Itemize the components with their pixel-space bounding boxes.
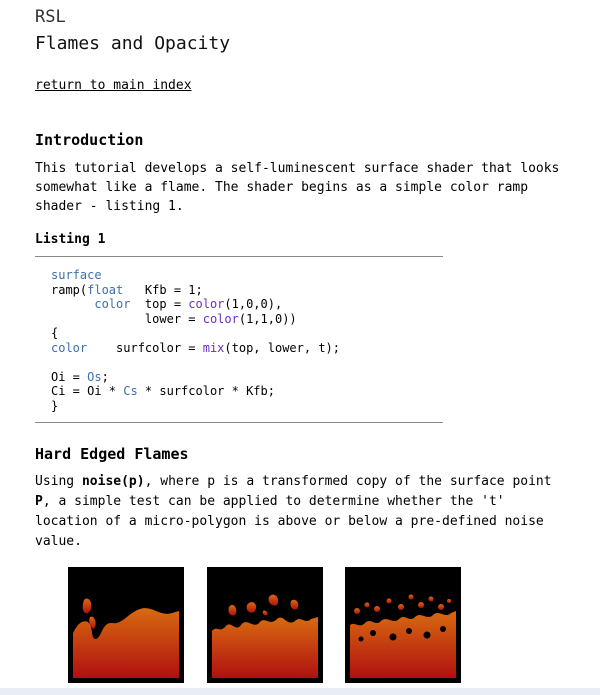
paragraph-text: Using bbox=[35, 474, 82, 489]
code-text: } bbox=[51, 398, 59, 413]
code-text: lower = bbox=[144, 311, 203, 326]
noise-function-name: noise(p) bbox=[81, 474, 145, 489]
bottom-scroll-area bbox=[0, 688, 600, 695]
flame-render-2 bbox=[207, 567, 323, 683]
listing-bottom-divider bbox=[35, 422, 443, 423]
code-text: * surfcolor * Kfb; bbox=[137, 384, 275, 398]
flame-render-1 bbox=[68, 567, 184, 683]
listing-top-divider bbox=[35, 256, 443, 257]
paragraph-text: , where p is a transformed copy of the surface point bbox=[144, 474, 552, 489]
code-listing bbox=[51, 268, 340, 413]
code-keyword: color bbox=[51, 340, 88, 355]
code-function: mix bbox=[202, 340, 225, 355]
code-text: (1,0,0), bbox=[224, 297, 283, 311]
code-text: surfcolor = bbox=[87, 340, 203, 355]
hard-edged-flames-heading: Hard Edged Flames bbox=[35, 445, 189, 463]
code-function: color bbox=[202, 311, 239, 326]
code-text: Oi = bbox=[51, 369, 88, 384]
flame-image bbox=[207, 567, 323, 683]
code-text: top = bbox=[130, 297, 189, 311]
flame-render-gallery bbox=[68, 567, 518, 685]
flame-image bbox=[345, 567, 461, 683]
code-text: { bbox=[51, 326, 59, 340]
code-text: ; bbox=[101, 369, 109, 384]
code-text: (1,1,0)) bbox=[238, 311, 297, 326]
code-keyword: surface bbox=[51, 268, 102, 282]
page-title: Flames and Opacity bbox=[35, 33, 231, 54]
return-to-index-link[interactable]: return to main index bbox=[35, 78, 192, 93]
series-title: RSL bbox=[35, 7, 66, 27]
hard-edged-flames-text bbox=[35, 472, 575, 552]
surface-point-name: P bbox=[35, 494, 43, 509]
code-keyword: float bbox=[87, 282, 124, 297]
paragraph-text: , a simple test can be applied to determine whether the 't' location of a micro-polygon is above or below a pre-defined noise value. bbox=[35, 494, 544, 549]
flame-render-3 bbox=[345, 567, 461, 683]
code-text: Ci = Oi * bbox=[51, 384, 124, 398]
code-keyword: Cs bbox=[123, 384, 138, 398]
listing-heading: Listing 1 bbox=[35, 232, 106, 247]
introduction-text: This tutorial develops a self-luminescent surface shader that looks somewhat like a flame. The shader begins as a simple color ramp shader - listing 1. bbox=[35, 161, 560, 214]
code-keyword: Os bbox=[87, 369, 102, 384]
code-text: Kfb = 1; bbox=[123, 282, 203, 297]
flame-image bbox=[68, 567, 184, 683]
code-keyword: color bbox=[94, 297, 131, 311]
code-text: ramp( bbox=[51, 282, 88, 297]
introduction-heading: Introduction bbox=[35, 131, 144, 149]
code-function: color bbox=[188, 297, 225, 311]
code-text: (top, lower, t); bbox=[224, 340, 340, 355]
